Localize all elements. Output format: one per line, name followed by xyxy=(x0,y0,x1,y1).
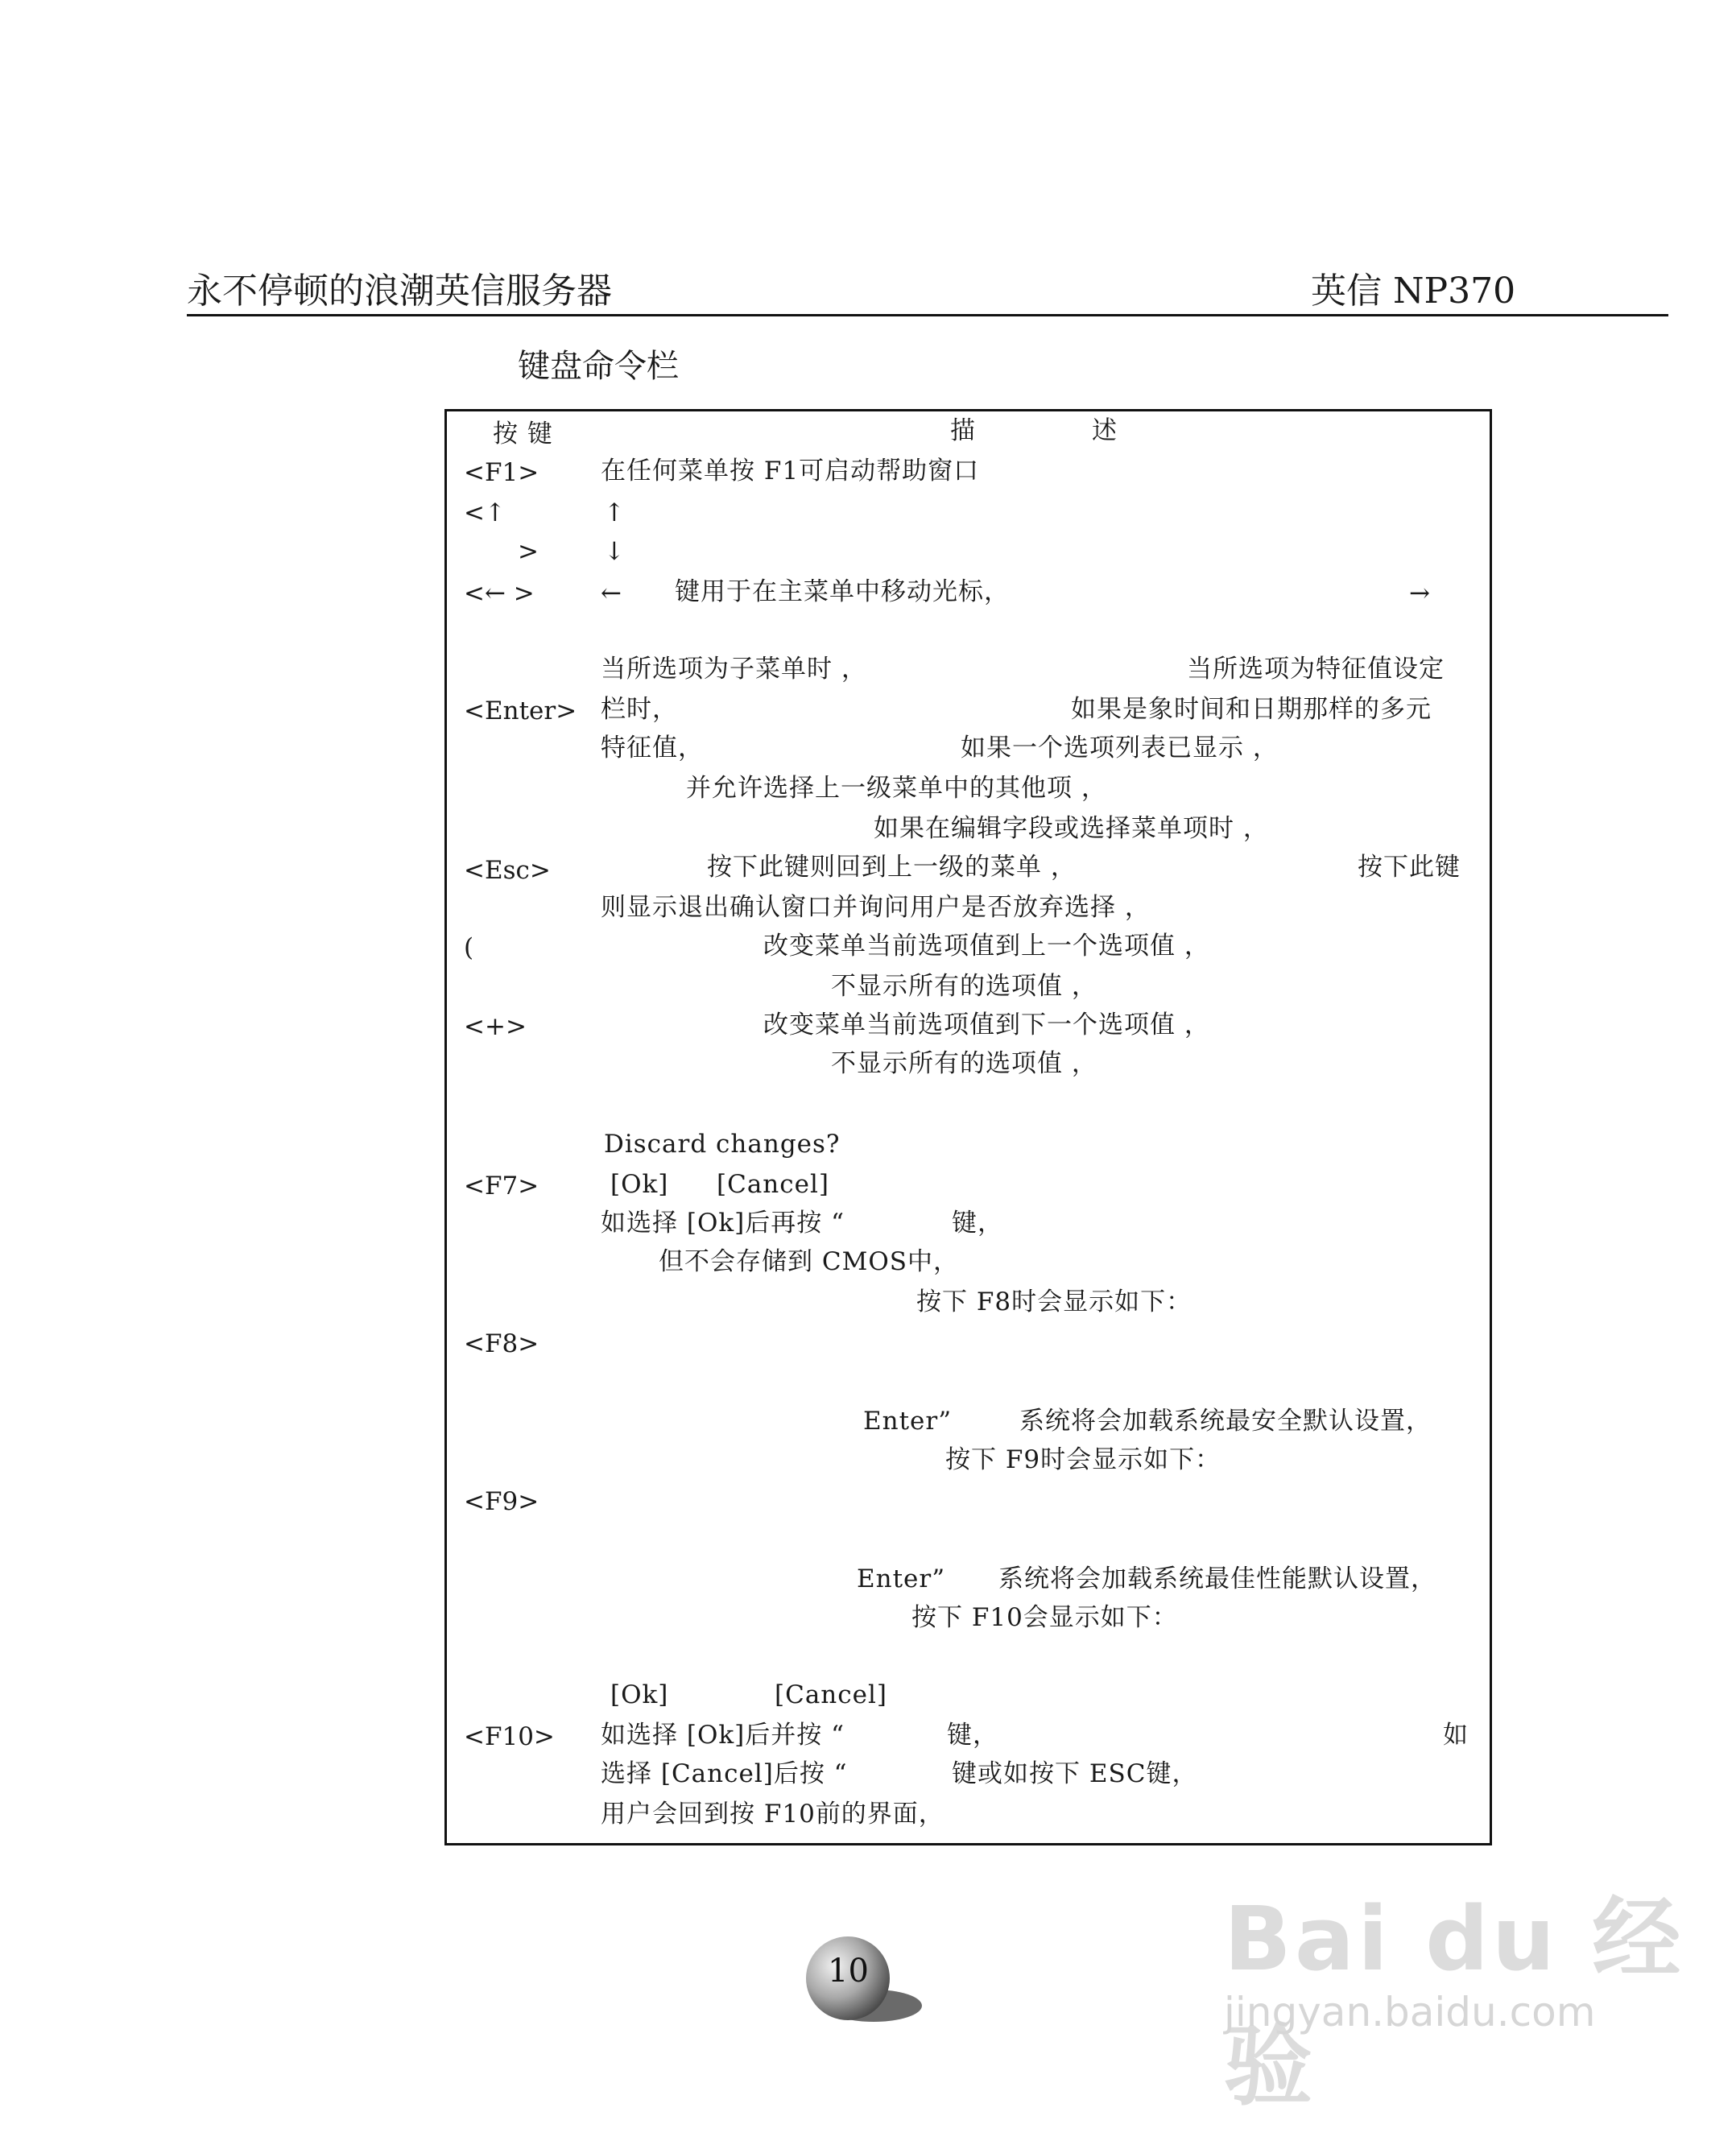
desc-enter-2b: 如果是象时间和日期那样的多元 xyxy=(1071,695,1432,724)
desc-f10-3a: 如选择 [Ok]后并按 “ xyxy=(601,1721,845,1750)
f10-cancel-option: [Cancel] xyxy=(775,1680,887,1709)
desc-f8-1: 按下 F8时会显示如下： xyxy=(916,1287,1192,1316)
f7-ok-option: [Ok] xyxy=(610,1170,669,1199)
desc-minus-2: 不显示所有的选项值 ， xyxy=(831,972,1097,1001)
watermark-brand: Bai du 经验 xyxy=(1224,1887,1684,2118)
desc-f10-3b: 键， xyxy=(947,1721,998,1750)
desc-f1: 在任何菜单按 F1可启动帮助窗口 xyxy=(601,457,980,486)
desc-esc-2a: 按下此键则回到上一级的菜单 ， xyxy=(707,853,1077,882)
desc-plus-2: 不显示所有的选项值 ， xyxy=(831,1049,1097,1078)
running-header-right: 英信 NP370 xyxy=(1311,271,1516,312)
desc-minus-1: 改变菜单当前选项值到上一个选项值 ， xyxy=(763,932,1210,961)
column-header-desc-2: 述 xyxy=(1092,416,1118,445)
key-f8: <F8> xyxy=(464,1329,539,1358)
f7-cancel-option: [Cancel] xyxy=(717,1170,829,1199)
key-up-arrow: <↑ xyxy=(464,498,506,527)
right-arrow-icon: → xyxy=(1409,579,1431,608)
desc-f7-3a: 如选择 [Ok]后再按 “ xyxy=(601,1209,845,1238)
running-header-left: 永不停顿的浪潮英信服务器 xyxy=(187,271,612,312)
left-arrow-icon: ← xyxy=(601,579,622,608)
key-minus: ( xyxy=(464,933,474,962)
desc-esc-2b: 按下此键 xyxy=(1358,853,1461,882)
desc-f9-2a: Enter” xyxy=(857,1564,946,1593)
desc-enter-1b: 当所选项为特征值设定 xyxy=(1187,655,1445,684)
key-enter: <Enter> xyxy=(464,696,577,725)
key-f7: <F7> xyxy=(464,1172,539,1201)
down-arrow-icon: ↓ xyxy=(604,537,626,566)
table-caption: 键盘命令栏 xyxy=(518,348,679,385)
key-esc: <Esc> xyxy=(464,856,551,885)
desc-enter-2a: 栏时， xyxy=(601,695,678,724)
desc-f10-4b: 键或如按下 ESC键， xyxy=(952,1759,1198,1788)
desc-esc-3: 则显示退出确认窗口并询问用户是否放弃选择 ， xyxy=(601,893,1151,922)
column-header-key: 按 键 xyxy=(493,419,553,448)
desc-f7-4: 但不会存储到 CMOS中， xyxy=(659,1247,959,1276)
desc-f8-2a: Enter” xyxy=(863,1407,953,1436)
desc-f7-3b: 键， xyxy=(952,1209,1003,1238)
key-f9: <F9> xyxy=(464,1487,539,1516)
desc-f7-1: Discard changes? xyxy=(604,1130,841,1159)
desc-f10-5: 用户会回到按 F10前的界面， xyxy=(601,1800,944,1829)
desc-f10-3c: 如 xyxy=(1443,1721,1469,1750)
header-rule xyxy=(187,314,1668,316)
key-f10: <F10> xyxy=(464,1722,555,1751)
up-arrow-icon: ↑ xyxy=(604,498,626,527)
desc-enter-4: 并允许选择上一级菜单中的其他项 ， xyxy=(686,774,1107,803)
key-left-right: <← > xyxy=(464,579,535,608)
desc-left-right: 键用于在主菜单中移动光标， xyxy=(675,577,1010,606)
desc-f9-2b: 系统将会加载系统最佳性能默认设置， xyxy=(998,1564,1436,1593)
desc-plus-1: 改变菜单当前选项值到下一个选项值 ， xyxy=(763,1011,1210,1039)
page-number: 10 xyxy=(828,1953,869,1990)
f10-ok-option: [Ok] xyxy=(610,1680,669,1709)
key-updown-close: > xyxy=(518,537,539,566)
desc-f10-1: 按下 F10会显示如下： xyxy=(911,1603,1178,1632)
desc-f10-4a: 选择 [Cancel]后按 “ xyxy=(601,1759,848,1788)
desc-f9-1: 按下 F9时会显示如下： xyxy=(945,1445,1221,1474)
desc-enter-3b: 如果一个选项列表已显示 ， xyxy=(961,734,1279,763)
desc-esc-1: 如果在编辑字段或选择菜单项时 ， xyxy=(874,814,1269,843)
key-f1: <F1> xyxy=(464,458,539,487)
column-header-desc: 描 xyxy=(950,416,976,445)
key-plus: <+> xyxy=(464,1012,527,1041)
desc-f8-2b: 系统将会加载系统最安全默认设置， xyxy=(1019,1407,1432,1436)
desc-enter-1a: 当所选项为子菜单时 ， xyxy=(601,655,867,684)
watermark-url: jingyan.baidu.com xyxy=(1224,1989,1596,2035)
desc-enter-3a: 特征值， xyxy=(601,734,704,763)
